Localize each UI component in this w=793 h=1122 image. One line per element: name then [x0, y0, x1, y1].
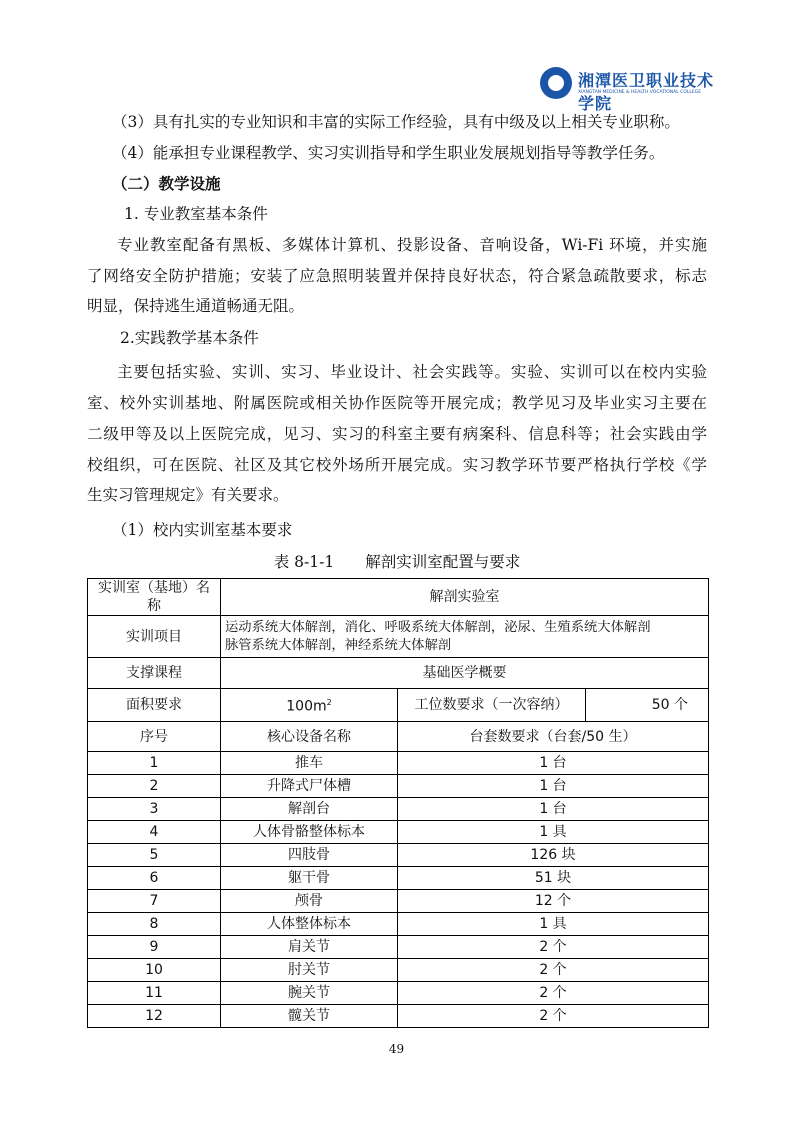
- page-number: 49: [388, 1042, 405, 1056]
- paragraph-line: 室、校外实训基地、附属医院或相关协作医院等开展完成；教学见习及毕业实习主要在: [87, 394, 707, 412]
- requirement-4: （4）能承担专业课程教学、实习实训指导和学生职业发展规划指导等教学任务。: [112, 144, 665, 162]
- row-number: 4: [88, 821, 221, 844]
- row-number: 7: [88, 890, 221, 913]
- logo-text-cn: 湘潭医卫职业技术学院: [578, 71, 715, 113]
- table-row: [88, 689, 709, 722]
- equipment-name: 躯干骨: [221, 867, 398, 890]
- equipment-quantity: 2 个: [398, 936, 709, 959]
- equipment-name: 髋关节: [221, 1005, 398, 1028]
- requirement-3: （3）具有扎实的专业知识和丰富的实际工作经验，具有中级及以上相关专业职称。: [112, 113, 680, 131]
- row-number: 10: [88, 959, 221, 982]
- equipment-name: 升降式尸体槽: [221, 775, 398, 798]
- cell-label: 实训室（基地）名称: [88, 579, 221, 616]
- row-number: 1: [88, 752, 221, 775]
- equipment-quantity: 1 具: [398, 821, 709, 844]
- cell-label: 支撑课程: [88, 658, 221, 689]
- equipment-quantity: 51 块: [398, 867, 709, 890]
- equipment-name: 四肢骨: [221, 844, 398, 867]
- row-number: 2: [88, 775, 221, 798]
- college-logo: [540, 64, 720, 113]
- college-seal-icon: [540, 67, 572, 99]
- project-line: 运动系统大体解剖，消化、呼吸系统大体解剖，泌尿、生殖系统大体解剖: [225, 619, 651, 635]
- cell-value: [221, 689, 398, 722]
- table-row: [88, 579, 709, 616]
- paragraph-line: 二级甲等及以上医院完成，见习、实习的科室主要有病案科、信息科等；社会实践由学: [87, 425, 707, 443]
- equipment-quantity: 1 台: [398, 775, 709, 798]
- paragraph-line: 明显，保持逃生通道畅通无阻。: [87, 297, 305, 315]
- equipment-name: 肩关节: [221, 936, 398, 959]
- equipment-quantity: 1 具: [398, 913, 709, 936]
- equipment-name: 肘关节: [221, 959, 398, 982]
- equipment-name: 腕关节: [221, 982, 398, 1005]
- paragraph-line: 校组织，可在医院、社区及其它校外场所开展完成。实习教学环节要严格执行学校《学: [87, 456, 707, 474]
- row-number: 8: [88, 913, 221, 936]
- equipment-quantity: 2 个: [398, 959, 709, 982]
- equipment-quantity: 12 个: [398, 890, 709, 913]
- table-row: [88, 658, 709, 689]
- cell-value: 解剖实验室: [221, 579, 709, 616]
- table-row: [88, 1005, 709, 1028]
- row-number: 11: [88, 982, 221, 1005]
- table-row: [88, 775, 709, 798]
- row-number: 5: [88, 844, 221, 867]
- cell-label: 面积要求: [88, 689, 221, 722]
- equipment-quantity: 1 台: [398, 752, 709, 775]
- equipment-name: 解剖台: [221, 798, 398, 821]
- column-header: 核心设备名称: [221, 722, 398, 752]
- table-row: [88, 821, 709, 844]
- row-number: 3: [88, 798, 221, 821]
- logo-text-en: XIANGTAN MEDICINE & HEALTH VOCATIONAL COLLEGE: [578, 90, 702, 95]
- equipment-quantity: 2 个: [398, 1005, 709, 1028]
- cell-label: 实训项目: [88, 616, 221, 658]
- table-row: [88, 616, 709, 658]
- cell-value: [221, 616, 709, 658]
- cell-label: 工位数要求（一次容纳）: [398, 689, 586, 722]
- cell-value: 50 个: [586, 689, 709, 722]
- paragraph-line: 了网络安全防护措施；安装了应急照明装置并保持良好状态，符合紧急疏散要求，标志: [87, 267, 707, 285]
- cell-value: 基础医学概要: [221, 658, 709, 689]
- area-value: 100m: [286, 698, 327, 715]
- table-caption: 表 8-1-1 解剖实训室配置与要求: [273, 553, 521, 571]
- paragraph-line: 主要包括实验、实训、实习、毕业设计、社会实践等。实验、实训可以在校内实验: [117, 363, 707, 381]
- table-row: [88, 798, 709, 821]
- equipment-name: 颅骨: [221, 890, 398, 913]
- column-header: 台套数要求（台套/50 生）: [398, 722, 709, 752]
- equipment-quantity: 1 台: [398, 798, 709, 821]
- subheading-practice: 2.实践教学基本条件: [120, 329, 259, 347]
- table-row: [88, 913, 709, 936]
- table-row: [88, 936, 709, 959]
- lab-config-table: [87, 578, 709, 1028]
- paragraph-line: 专业教室配备有黑板、多媒体计算机、投影设备、音响设备，Wi-Fi 环境，并实施: [117, 236, 707, 254]
- row-number: 9: [88, 936, 221, 959]
- equipment-quantity: 126 块: [398, 844, 709, 867]
- section-heading: （二）教学设施: [112, 175, 221, 193]
- row-number: 6: [88, 867, 221, 890]
- column-header: 序号: [88, 722, 221, 752]
- equipment-name: 推车: [221, 752, 398, 775]
- row-number: 12: [88, 1005, 221, 1028]
- table-row: [88, 844, 709, 867]
- table-row: [88, 982, 709, 1005]
- project-line: 脉管系统大体解剖，神经系统大体解剖: [225, 637, 452, 653]
- table-row: [88, 959, 709, 982]
- table-row: [88, 752, 709, 775]
- equipment-quantity: 2 个: [398, 982, 709, 1005]
- equipment-name: 人体骨骼整体标本: [221, 821, 398, 844]
- subheading-lab: （1）校内实训室基本要求: [112, 521, 293, 539]
- area-unit-sup: 2: [326, 698, 332, 708]
- table-row: [88, 867, 709, 890]
- paragraph-line: 生实习管理规定》有关要求。: [87, 486, 289, 504]
- table-header-row: [88, 722, 709, 752]
- equipment-name: 人体整体标本: [221, 913, 398, 936]
- table-row: [88, 890, 709, 913]
- subheading-classroom: 1. 专业教室基本条件: [124, 205, 268, 223]
